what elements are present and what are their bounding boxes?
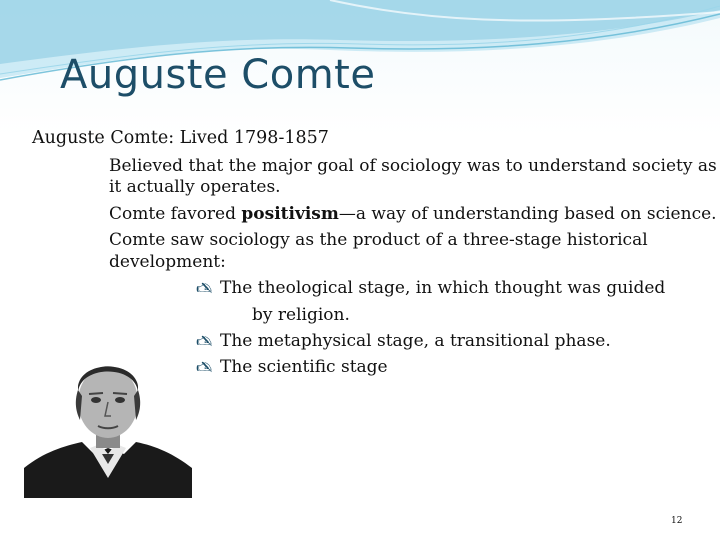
comte-portrait-image [24,350,192,498]
page-number: 12 [671,516,683,526]
stage-metaphysical-text: The metaphysical stage, a transitional phase. [220,331,611,351]
stage-theological-text: The theological stage, in which thought was guided [220,278,666,298]
stage-item-theological-cont: by religion. [252,305,350,325]
positivism-term: positivism [241,204,339,224]
stage-item-scientific [196,357,388,378]
pointing-hand-bullet-icon: 🖎 [196,334,213,350]
pointing-hand-bullet-icon: 🖎 [196,360,213,376]
stage-scientific-text: The scientific stage [220,357,388,377]
stage-item-theological [196,278,665,299]
goal-line-2: it actually operates. [109,177,281,197]
intro-line: Auguste Comte: Lived 1798-1857 [32,128,329,148]
positivism-suffix: —a way of understanding based on science. [338,204,717,224]
stages-line-2: development: [109,252,226,272]
pointing-hand-bullet-icon: 🖎 [196,281,213,297]
goal-line-1: Believed that the major goal of sociology was to understand society as [109,156,717,176]
positivism-prefix: Comte favored [109,204,242,224]
slide-title: Auguste Comte [60,52,376,98]
stage-item-metaphysical [196,331,611,352]
positivism-line [109,204,717,224]
stages-line-1: Comte saw sociology as the product of a three-stage historical [109,230,648,250]
